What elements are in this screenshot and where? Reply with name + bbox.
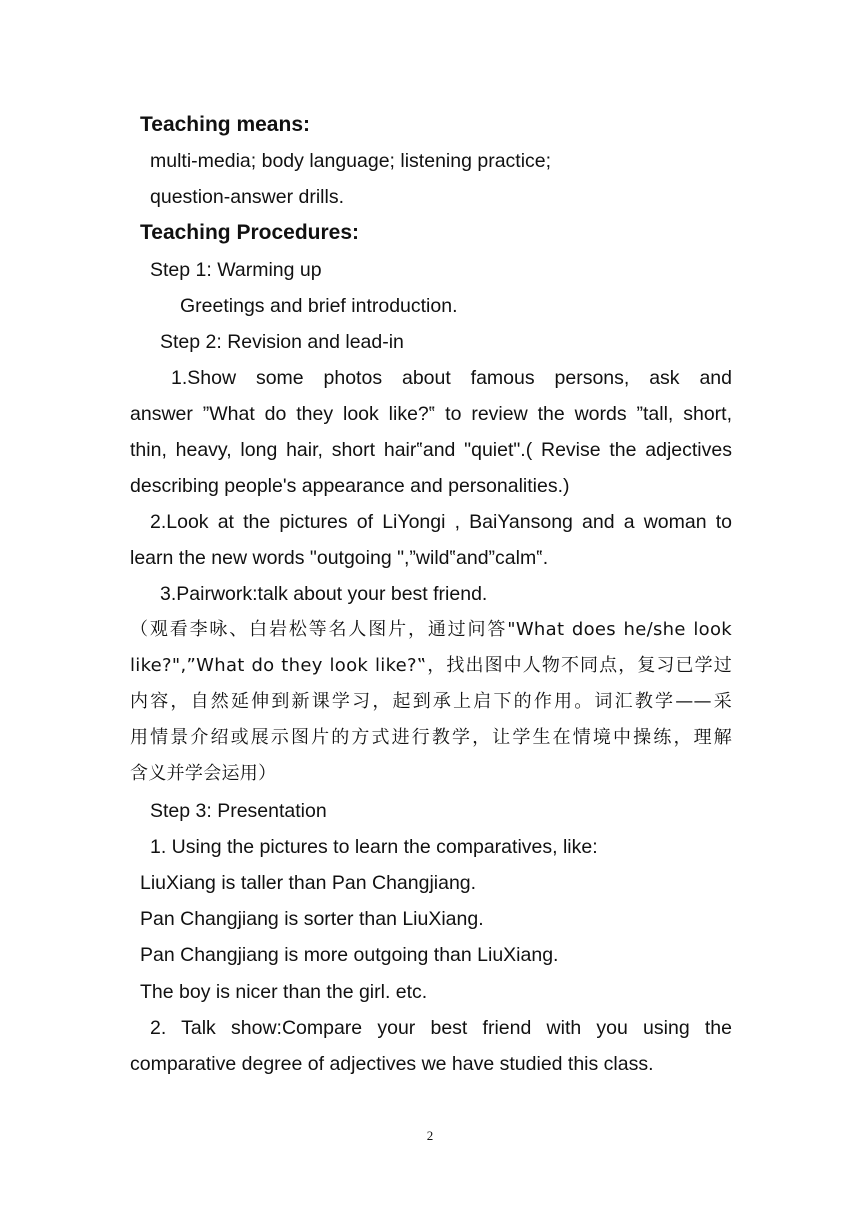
step3-example: Pan Changjiang is sorter than LiuXiang. bbox=[140, 908, 484, 930]
step1-text: Greetings and brief introduction. bbox=[180, 295, 458, 317]
teaching-means-heading: Teaching means: bbox=[140, 113, 310, 136]
step3-example: The boy is nicer than the girl. etc. bbox=[140, 981, 428, 1003]
step1-title: Step 1: Warming up bbox=[150, 259, 322, 281]
step2-item1-line: describing people's appearance and personalities.) bbox=[130, 475, 570, 497]
step2-note-line: 用情景介绍或展示图片的方式进行教学，让学生在情境中操练，理解 bbox=[130, 727, 732, 748]
step2-note-line: （观看李咏、白岩松等名人图片，通过问答"What does he/she look bbox=[130, 619, 732, 640]
step2-item3: 3.Pairwork:talk about your best friend. bbox=[160, 583, 488, 605]
step3-title: Step 3: Presentation bbox=[150, 800, 327, 822]
step2-note-line: 含义并学会运用） bbox=[130, 763, 277, 784]
step3-example: Pan Changjiang is more outgoing than LiuXiang. bbox=[140, 944, 559, 966]
page-number: 2 bbox=[426, 1128, 434, 1143]
step2-item1-line: answer ”What do they look like?‟ to review the words ”tall, short, bbox=[130, 403, 732, 425]
step2-item1-line: 1.Show some photos about famous persons, ask and bbox=[171, 367, 732, 389]
step2-note-line: 内容，自然延伸到新课学习，起到承上启下的作用。词汇教学——采 bbox=[130, 691, 732, 712]
step3-item2-line: comparative degree of adjectives we have studied this class. bbox=[130, 1053, 654, 1075]
step2-title: Step 2: Revision and lead-in bbox=[160, 331, 404, 353]
step3-item2-line: 2. Talk show:Compare your best friend with you using the bbox=[150, 1017, 732, 1039]
means-line-1: multi-media; body language; listening practice; bbox=[150, 150, 552, 172]
step3-example: LiuXiang is taller than Pan Changjiang. bbox=[140, 872, 477, 894]
step2-note-line: like?",”What do they look like?‟，找出图中人物不同点，复习已学过 bbox=[130, 655, 732, 676]
step3-item1: 1. Using the pictures to learn the comparatives, like: bbox=[150, 836, 598, 858]
step2-item2-line: 2.Look at the pictures of LiYongi , BaiYansong and a woman to bbox=[150, 511, 732, 533]
step2-item2-line: learn the new words "outgoing ",”wild‟and”calm‟. bbox=[130, 547, 549, 569]
step2-item1-line: thin, heavy, long hair, short hair‟and "quiet".( Revise the adjectives bbox=[130, 439, 732, 461]
teaching-procedures-heading: Teaching Procedures: bbox=[140, 221, 360, 244]
means-line-2: question-answer drills. bbox=[150, 186, 345, 208]
